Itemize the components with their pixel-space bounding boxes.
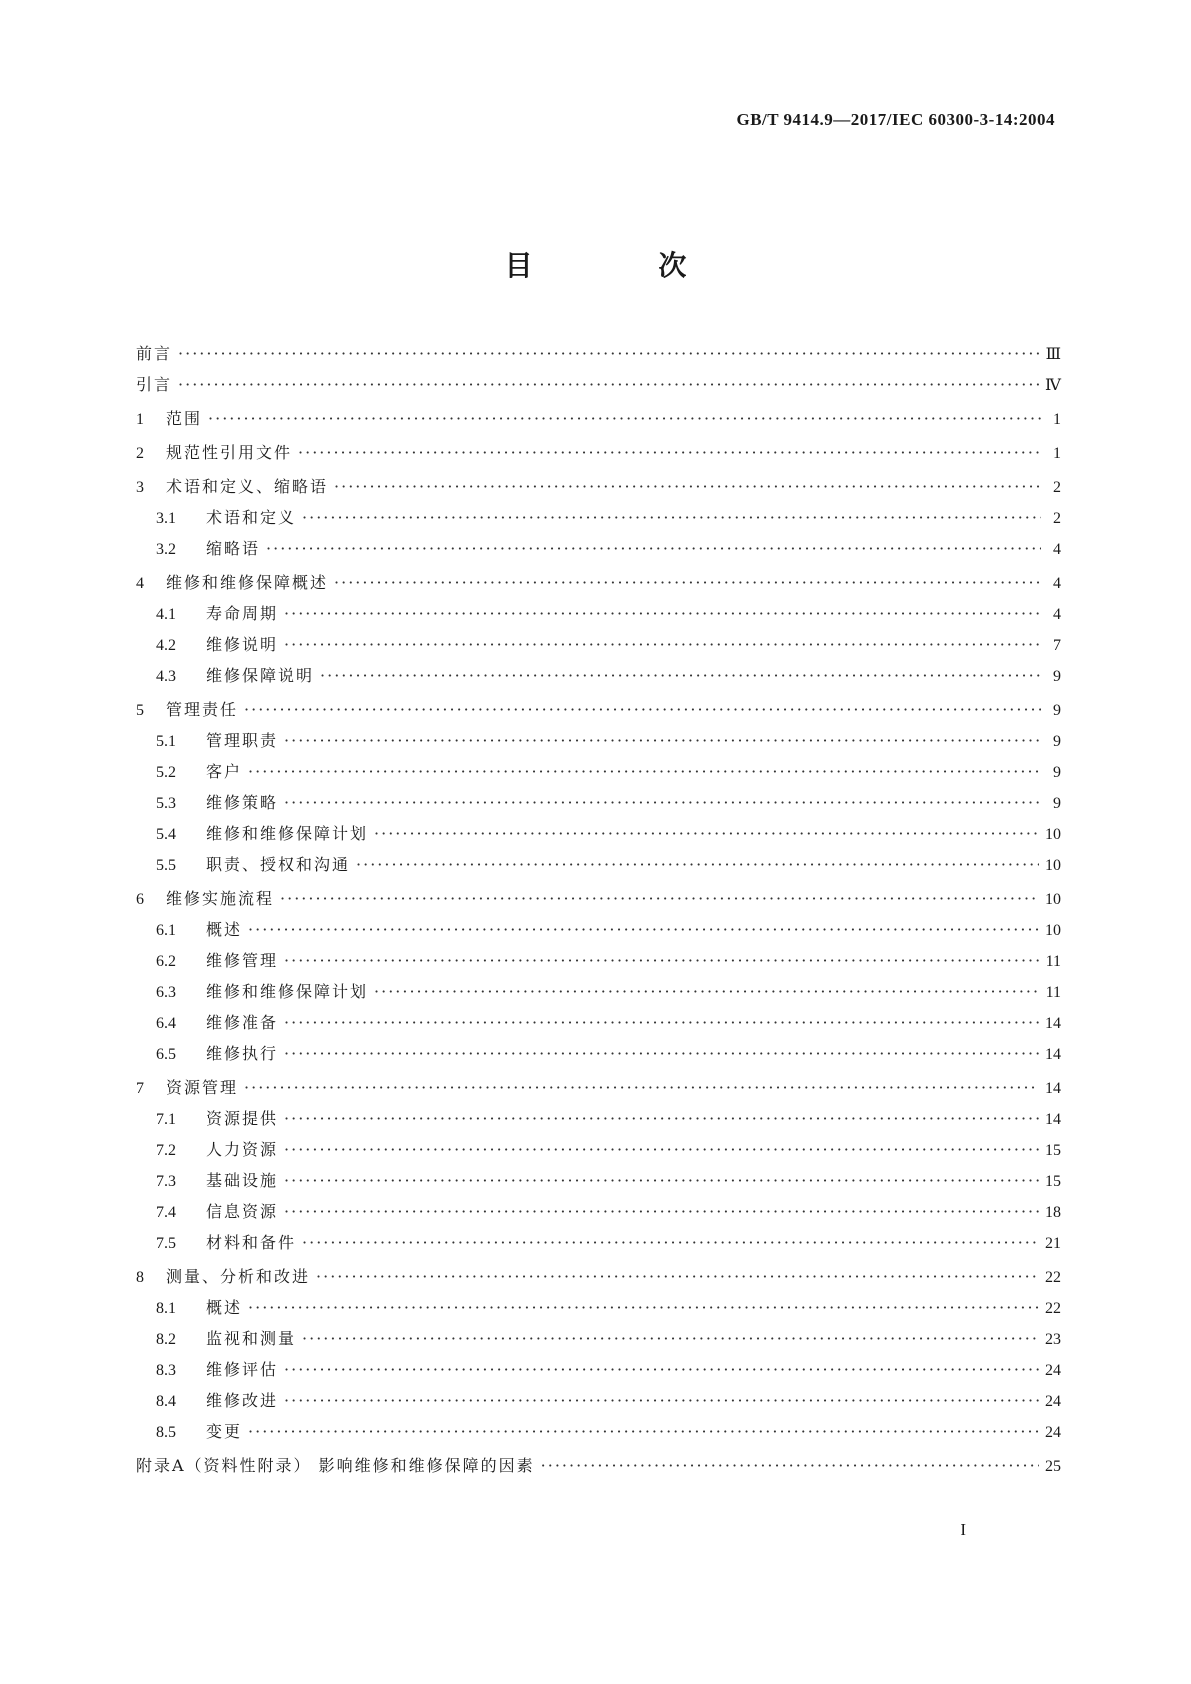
toc-entry[interactable] <box>136 883 1061 914</box>
toc-entry[interactable] <box>136 818 1061 849</box>
toc-entry-page: 10 <box>1045 922 1061 939</box>
toc-entry-page: 2 <box>1053 479 1061 496</box>
toc-entry-number: 2 <box>136 445 144 462</box>
toc-leader-dots <box>280 883 1039 914</box>
toc-entry-page: 25 <box>1045 1458 1061 1475</box>
toc-entry-page: 4 <box>1053 541 1061 558</box>
toc-entry[interactable] <box>136 1450 1061 1481</box>
toc-entry-label: 前言 <box>136 344 173 363</box>
toc-entry-page: 14 <box>1045 1015 1061 1032</box>
toc-entry[interactable] <box>136 471 1061 502</box>
toc-entry[interactable] <box>136 1038 1061 1069</box>
toc-leader-dots <box>284 945 1040 976</box>
toc-entry-number: 6.3 <box>156 984 176 1001</box>
toc-leader-dots <box>244 694 1041 725</box>
toc-entry[interactable] <box>136 403 1061 434</box>
toc-leader-dots <box>334 567 1041 598</box>
toc-entry-label: 附录A（资料性附录） 影响维修和维修保障的因素 <box>136 1456 535 1475</box>
footer-page-number: I <box>960 1520 966 1539</box>
toc-entry-page: 14 <box>1045 1111 1061 1128</box>
toc-entry-label: 寿命周期 <box>206 604 279 623</box>
toc-leader-dots <box>244 1072 1039 1103</box>
toc-entry[interactable] <box>136 1354 1061 1385</box>
toc-entry-page: 10 <box>1045 826 1061 843</box>
toc-entry-page: 9 <box>1053 795 1061 812</box>
toc-entry-page: 9 <box>1053 668 1061 685</box>
toc-entry-label: 基础设施 <box>206 1171 279 1190</box>
toc-entry-page: 11 <box>1045 984 1061 1001</box>
toc-entry-page: 24 <box>1045 1393 1061 1410</box>
toc-entry-number: 7.4 <box>156 1204 176 1221</box>
toc-entry[interactable] <box>136 1103 1061 1134</box>
toc-entry-number: 7.3 <box>156 1173 176 1190</box>
table-of-contents <box>136 338 1061 1481</box>
toc-entry-label: 维修和维修保障概述 <box>166 573 329 592</box>
toc-leader-dots <box>284 1134 1039 1165</box>
toc-entry-label: 维修策略 <box>206 793 279 812</box>
toc-entry-label: 资源提供 <box>206 1109 279 1128</box>
toc-entry-number: 5.3 <box>156 795 176 812</box>
toc-entry[interactable] <box>136 567 1061 598</box>
toc-entry[interactable] <box>136 1292 1061 1323</box>
toc-entry-page: 24 <box>1045 1362 1061 1379</box>
toc-leader-dots <box>302 1323 1039 1354</box>
toc-entry-label: 变更 <box>206 1422 243 1441</box>
toc-leader-dots <box>284 1103 1039 1134</box>
toc-entry-page: 2 <box>1053 510 1061 527</box>
toc-entry[interactable] <box>136 976 1061 1007</box>
toc-entry-number: 8.3 <box>156 1362 176 1379</box>
toc-leader-dots <box>284 1038 1039 1069</box>
toc-entry-label: 客户 <box>206 762 243 781</box>
toc-leader-dots <box>302 502 1041 533</box>
toc-entry-page: 21 <box>1045 1235 1061 1252</box>
toc-entry-number: 6.5 <box>156 1046 176 1063</box>
toc-entry[interactable] <box>136 725 1061 756</box>
toc-entry-label: 范围 <box>166 409 203 428</box>
toc-leader-dots <box>334 471 1041 502</box>
toc-entry-page: 1 <box>1053 445 1061 462</box>
toc-leader-dots <box>248 1416 1039 1447</box>
toc-entry-page: 4 <box>1053 575 1061 592</box>
toc-entry-page: Ⅳ <box>1045 377 1061 394</box>
toc-entry[interactable] <box>136 756 1061 787</box>
toc-entry[interactable] <box>136 598 1061 629</box>
toc-leader-dots <box>284 1385 1039 1416</box>
toc-entry-number: 4 <box>136 575 144 592</box>
toc-entry-number: 4.1 <box>156 606 176 623</box>
toc-entry-number: 4.3 <box>156 668 176 685</box>
toc-entry-page: 15 <box>1045 1142 1061 1159</box>
toc-entry-page: 14 <box>1045 1080 1061 1097</box>
toc-entry-number: 6 <box>136 891 144 908</box>
toc-leader-dots <box>248 756 1041 787</box>
toc-entry-label: 维修改进 <box>206 1391 279 1410</box>
toc-leader-dots <box>178 338 1040 369</box>
toc-entry[interactable] <box>136 1416 1061 1447</box>
toc-entry-label: 维修和维修保障计划 <box>206 982 369 1001</box>
toc-entry-number: 3.2 <box>156 541 176 558</box>
toc-entry-number: 7 <box>136 1080 144 1097</box>
toc-entry-number: 5.5 <box>156 857 176 874</box>
toc-entry-label: 维修评估 <box>206 1360 279 1379</box>
toc-entry[interactable] <box>136 1196 1061 1227</box>
toc-entry-label: 材料和备件 <box>206 1233 297 1252</box>
toc-leader-dots <box>374 976 1040 1007</box>
toc-entry-label: 资源管理 <box>166 1078 239 1097</box>
toc-entry-page: 14 <box>1045 1046 1061 1063</box>
toc-entry-page: Ⅲ <box>1045 346 1061 363</box>
toc-entry-page: 7 <box>1053 637 1061 654</box>
toc-entry[interactable] <box>136 914 1061 945</box>
toc-entry-label: 缩略语 <box>206 539 261 558</box>
toc-entry-page: 10 <box>1045 857 1061 874</box>
toc-entry-label: 信息资源 <box>206 1202 279 1221</box>
toc-leader-dots <box>356 849 1039 880</box>
toc-entry[interactable] <box>136 437 1061 468</box>
toc-entry[interactable] <box>136 533 1061 564</box>
toc-entry[interactable] <box>136 660 1061 691</box>
standard-code: GB/T 9414.9—2017/IEC 60300-3-14:2004 <box>736 110 1055 129</box>
toc-entry-label: 管理职责 <box>206 731 279 750</box>
toc-leader-dots <box>374 818 1039 849</box>
toc-entry-label: 术语和定义、缩略语 <box>166 477 329 496</box>
toc-leader-dots <box>284 1354 1039 1385</box>
toc-entry-number: 8.1 <box>156 1300 176 1317</box>
toc-leader-dots <box>298 437 1041 468</box>
toc-entry-label: 人力资源 <box>206 1140 279 1159</box>
toc-entry[interactable] <box>136 1165 1061 1196</box>
toc-entry-label: 概述 <box>206 920 243 939</box>
toc-leader-dots <box>248 1292 1039 1323</box>
toc-entry-number: 5.2 <box>156 764 176 781</box>
toc-entry-label: 维修和维修保障计划 <box>206 824 369 843</box>
toc-entry-label: 维修说明 <box>206 635 279 654</box>
toc-entry-number: 6.1 <box>156 922 176 939</box>
toc-entry-label: 术语和定义 <box>206 508 297 527</box>
toc-entry-number: 8.5 <box>156 1424 176 1441</box>
toc-entry-label: 维修实施流程 <box>166 889 275 908</box>
toc-entry-page: 9 <box>1053 733 1061 750</box>
toc-entry-page: 1 <box>1053 411 1061 428</box>
toc-entry-number: 5.1 <box>156 733 176 750</box>
toc-entry[interactable] <box>136 849 1061 880</box>
toc-entry[interactable] <box>136 787 1061 818</box>
toc-entry[interactable] <box>136 1134 1061 1165</box>
toc-entry-page: 9 <box>1053 764 1061 781</box>
toc-leader-dots <box>284 725 1041 756</box>
toc-entry-number: 5 <box>136 702 144 719</box>
toc-entry-page: 4 <box>1053 606 1061 623</box>
page-title: 目 次 <box>504 249 745 282</box>
toc-entry-number: 3 <box>136 479 144 496</box>
toc-leader-dots <box>302 1227 1039 1258</box>
toc-entry-label: 监视和测量 <box>206 1329 297 1348</box>
toc-entry-number: 3.1 <box>156 510 176 527</box>
toc-entry-number: 6.2 <box>156 953 176 970</box>
toc-entry-label: 规范性引用文件 <box>166 443 293 462</box>
toc-entry[interactable] <box>136 945 1061 976</box>
toc-entry-number: 4.2 <box>156 637 176 654</box>
toc-entry[interactable] <box>136 1072 1061 1103</box>
toc-entry[interactable] <box>136 1261 1061 1292</box>
toc-leader-dots <box>284 787 1041 818</box>
toc-entry-number: 8 <box>136 1269 144 1286</box>
toc-entry-number: 5.4 <box>156 826 176 843</box>
toc-entry[interactable] <box>136 502 1061 533</box>
toc-leader-dots <box>208 403 1041 434</box>
toc-entry[interactable] <box>136 1385 1061 1416</box>
toc-leader-dots <box>284 629 1041 660</box>
toc-entry-number: 7.5 <box>156 1235 176 1252</box>
toc-entry-label: 维修执行 <box>206 1044 279 1063</box>
toc-entry-number: 6.4 <box>156 1015 176 1032</box>
toc-entry[interactable] <box>136 338 1061 369</box>
toc-leader-dots <box>284 1165 1039 1196</box>
toc-entry-label: 职责、授权和沟通 <box>206 855 351 874</box>
toc-entry-page: 10 <box>1045 891 1061 908</box>
toc-entry-label: 维修保障说明 <box>206 666 315 685</box>
toc-entry-label: 概述 <box>206 1298 243 1317</box>
toc-entry-page: 23 <box>1045 1331 1061 1348</box>
toc-entry-page: 11 <box>1045 953 1061 970</box>
toc-entry-page: 15 <box>1045 1173 1061 1190</box>
toc-entry-number: 8.4 <box>156 1393 176 1410</box>
toc-leader-dots <box>284 1196 1039 1227</box>
toc-entry-label: 测量、分析和改进 <box>166 1267 311 1286</box>
toc-leader-dots <box>320 660 1041 691</box>
toc-entry[interactable] <box>136 629 1061 660</box>
toc-leader-dots <box>541 1450 1039 1481</box>
toc-entry-label: 管理责任 <box>166 700 239 719</box>
toc-leader-dots <box>284 598 1041 629</box>
toc-leader-dots <box>248 914 1039 945</box>
toc-entry-page: 9 <box>1053 702 1061 719</box>
toc-entry-number: 7.1 <box>156 1111 176 1128</box>
toc-entry[interactable] <box>136 1007 1061 1038</box>
toc-entry-label: 引言 <box>136 375 173 394</box>
toc-entry-number: 1 <box>136 411 144 428</box>
toc-entry[interactable] <box>136 1227 1061 1258</box>
toc-entry-number: 8.2 <box>156 1331 176 1348</box>
toc-entry-page: 24 <box>1045 1424 1061 1441</box>
toc-leader-dots <box>178 369 1039 400</box>
toc-leader-dots <box>316 1261 1039 1292</box>
toc-leader-dots <box>284 1007 1039 1038</box>
toc-entry-number: 7.2 <box>156 1142 176 1159</box>
toc-entry[interactable] <box>136 369 1061 400</box>
toc-entry[interactable] <box>136 1323 1061 1354</box>
toc-entry-label: 维修准备 <box>206 1013 279 1032</box>
toc-entry-page: 22 <box>1045 1300 1061 1317</box>
toc-entry-label: 维修管理 <box>206 951 279 970</box>
toc-entry-page: 18 <box>1045 1204 1061 1221</box>
toc-leader-dots <box>266 533 1041 564</box>
toc-entry[interactable] <box>136 694 1061 725</box>
toc-entry-page: 22 <box>1045 1269 1061 1286</box>
